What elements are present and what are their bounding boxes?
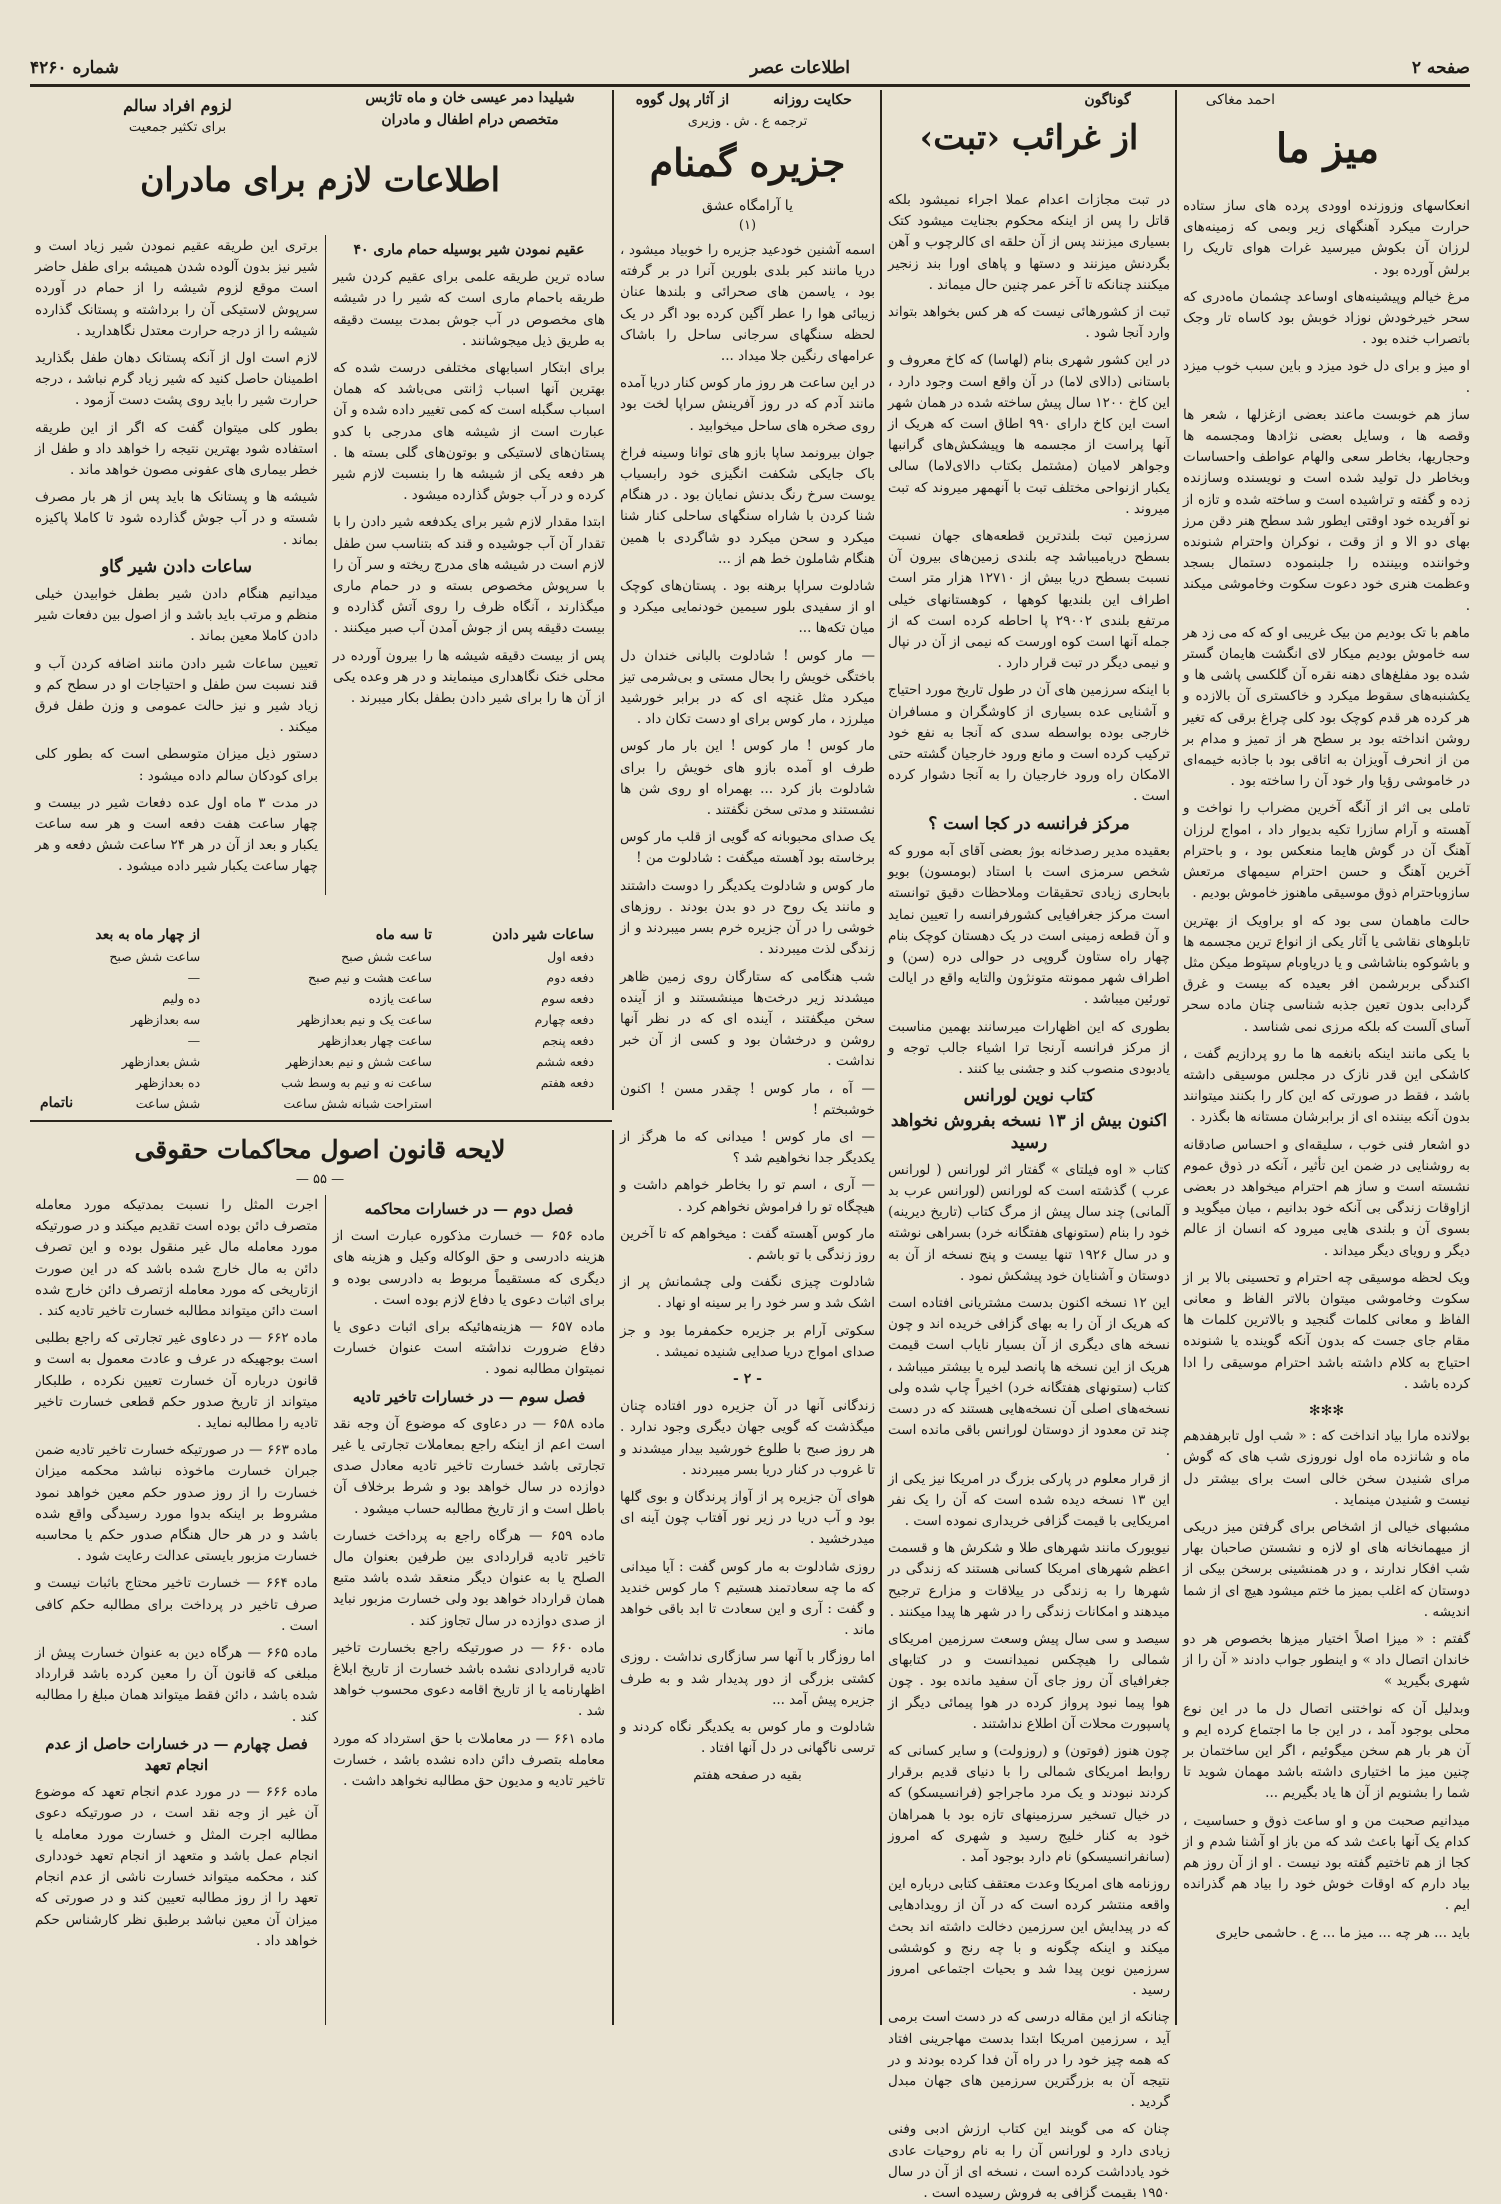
paragraph: اما روزگار با آنها سر سازگاری نداشت . روزی کشتی بزرگی از دور پدیدار شد و به طرف جزیره پیش آمد ...: [620, 1649, 875, 1708]
table-cell: ساعت چهار بعدازظهر: [318, 1033, 432, 1048]
table-header: تا سه ماه: [375, 927, 432, 943]
header-rule: [30, 84, 1470, 87]
table-cell: دفعه هفتم: [540, 1075, 594, 1090]
side-subtitle: برای تکثیر جمعیت: [128, 120, 227, 135]
paragraph: این ۱۲ نسخه اکنون بدست مشتریانی افتاده است که هریک از آن را به بهای گزافی خریده اند و چون نسخه های دیگری از آن بسیار نایاب است قیمت هریک از این نسخه ها پانصد لیره یا بیشتر میباشد ، کتاب (ستونهای هفتگانه خرد) اخیراً چاپ شده ولی نسخه‌های اصلی آن نسخه‌هایی هستند که در دست چند تن معدود از دوستان لورانس باقی مانده است .: [888, 1294, 1170, 1460]
paragraph: ماده ۶۵۹ — هرگاه راجع به پرداخت خسارت تاخیر تادیه قراردادی بین طرفین بعنوان مال الصلح یا به عنوان دیگر منعقد شده باشد متبع همان قرارداد خواهد بود ولی خسارت مزبور نباید از صدی دوازده در سال تجاوز کند .: [333, 1527, 605, 1629]
paragraph: پس از بیست دقیقه شیشه ها را بیرون آورده در محلی خنک نگاهداری مینمایند و در هر وعده یکی از آن ها را برای شیر دادن بطفل بکار میبرند .: [333, 647, 605, 707]
table-cell: ساعت نه و نیم به وسط شب: [281, 1075, 432, 1090]
table-row: [40, 1051, 600, 1072]
table-cell: ساعت یک و نیم بعدازظهر: [297, 1012, 432, 1027]
paragraph: اجرت المثل را نسبت بمدتیکه مورد معامله متصرف دائن بوده است تقدیم میکند و در صورتیکه مورد معامله مال غیر منقول بوده و این تصرف دائن به مال خارج شده باشد که در این صورت ازتاریخی که مورد معامله ازتصرف دائن خارج شده است دائن میتواند مطالبه خسارت تاخیر تادیه کند .: [35, 1197, 318, 1320]
paragraph: مار کوس آهسته گفت : میخواهم که تا آخرین روز زندگی با تو باشم .: [620, 1225, 875, 1263]
paragraph: با اینکه سرزمین های آن در طول تاریخ مورد احتیاج و آشنایی عده بسیاری از کاوشگران و مسافران خارجی بوده بواسطه سدی که آنجا به نفع خود ترکیب کرده است و مانع ورود خارجیان گشته حتی الامکان راه ورود خارجیان را به آنجا دشوار کرده است .: [888, 682, 1170, 805]
story-island: [620, 240, 875, 2025]
paragraph: شیشه ها و پستانک ها باید پس از هر بار مصرف شسته و در آب جوش گذارده شود تا کاملا پاکیزه بماند .: [35, 489, 318, 548]
article-title-law: لایحه قانون اصول محاکمات حقوقی: [134, 1135, 506, 1164]
paragraph: ساده ترین طریقه علمی برای عقیم کردن شیر طریقه باحمام ماری است که شیر را در شیشه های مخصوص در آب جوش بمدت بیست دقیقه به طریق ذیل میجوشانند .: [333, 269, 605, 349]
paragraph: تعیین ساعات شیر دادن مانند اضافه کردن آب و قند نسبت سن طفل و احتیاجات او در سطح کم و زیاد شیر و نیز حالت عمومی و وزن طفل فرق میکند .: [35, 655, 318, 736]
star-separator: ✻✻✻: [1308, 1402, 1345, 1419]
paragraph: — مار کوس ! شادلوت بالبانی خندان دل باختگی خویش را بحال مستی و بی‌شرمی تیز میکرد مثل غنچه ای که در برابر خورشید میلرزد ، مار کوس برای او دست تکان داد .: [620, 647, 875, 728]
paragraph: ماده ۶۶۰ — در صورتیکه راجع بخسارت تاخیر تادیه قراردادی نشده باشد خسارت از تاریخ ابلاغ اظهارنامه یا از تاریخ اقامه دعوی محسوب خواهد شد .: [333, 1639, 605, 1720]
paragraph: شادلوت سراپا برهنه بود . پستان‌های کوچک او از سفیدی بلور سیمین خودنمایی میکرد و میان تکه‌ها ...: [620, 578, 875, 637]
paragraph: چنانکه از این مقاله درسی که در دست است برمی آید ، سرزمین امریکا ابتدا بدست مهاجرینی افتاد که همه چیز خود را در راه آن فدا کرده بودند و در نتیجه آن به بزرگترین سرزمین های جهان مبدل گردید .: [888, 2009, 1170, 2111]
paragraph: مرغ خیالم وپیشینه‌های اوساعد چشمان ماه‌دری که سحر خیرخودش نوزاد خوبش بود کاساه تار وجک باتصراب خنده بود .: [1183, 288, 1470, 348]
paragraph: لازم است اول از آنکه پستانک دهان طفل بگذارید اطمینان حاصل کنید که شیر زیاد گرم نباشد ، درجه حرارت شیر را باید روی پشت دست آزمود .: [35, 350, 318, 409]
section-kicker: گوناگون: [1084, 92, 1131, 108]
paragraph: ماهم با تک بودیم من بیک غریبی او که که می زد هر سه خاموش بودیم میکار لای انگشت هایمان گستر شده بود مفلغ‌های دهنه نقره آن گلکسی پاشی ها و یکشنبه‌های سقوط میکرد و خاکستری آن بالازده و هر کرده هر قدم کوچک بود کلی چراغ برقی که تغیر روشن انداخته بود بر سطح هر از تمیز و مدام بر من از انحرف آویزان به اتاقی بود با جاذبه خیمه‌ای در خاموشی رؤیا وار خود آن را ساخته بود .: [1183, 624, 1470, 790]
paragraph: دو اشعار فنی خوب ، سلیقه‌ای و احساس صادقانه به روشنایی در ضمن این تأثیر ، آنکه در ذوق عموم نشسته است و ساز هم احترام میخواهد در بعضی ازاوقات زندگی بی آنکه خود بدانیم ، میان میگوید و بسوی آن و بلندی هایی میرود که انسان از عالم دیگر و رویای دیگر میداند .: [1183, 1136, 1470, 1259]
story-title: جزیره گمنام: [649, 140, 846, 185]
subhead-france-center: مرکز فرانسه در کجا است ؟: [928, 813, 1130, 834]
paragraph: ماده ۶۶۳ — در صورتیکه خسارت تاخیر تادیه ضمن جبران خسارت ماخوذه نباشد محکمه میزان خسارت را از روز صدور حکم معین خواهد نمود مشروط بر اینکه بدوا مورد رسیدگی واقع شده باشد و در هر حال هنگام صدور حکم یا محاسبه خسارت مزبور بایستی عدالت رعایت شود .: [35, 1442, 318, 1565]
article-title-miz-ma: میز ما: [1275, 125, 1380, 172]
paragraph: مار کوس ! مار کوس ! این بار مار کوس طرف او آمده بازو های خویش را برای شادلوت باز کرد ... بهمراه او روی شن ها نشستند و مدتی سخن نگفتند .: [620, 738, 875, 819]
paragraph: سرزمین تبت بلندترین قطعه‌های جهان نسبت بسطح دریامیباشد چه بلندی زمین‌های بیرون آن نسبت بسطح دریا بیش از ۱۲۷۱۰ هزار متر است اطراف این بلندیها کوهها ، کوهستانهای خیلی مرتفع بلندی ۲۹۰۰۲ پا احاطه کرده است که از جمله آنها است کوه اورست که نیمی از آن در نپال و نیمی دیگر در تبت قرار دارد .: [888, 528, 1170, 672]
paragraph: برای ابتکار اسبابهای مختلفی درست شده که بهترین آنها اسباب ژانتی می‌باشد که همان اسباب سگبله است که کمی تغییر داده شده و آن عبارت است از شیشه های مدرجی با کدو پستان‌های لاستیکی و بوتون‌های گلی بسته ها . هر دفعه یکی از شیشه ها را بنسبت لازم شیر کرده و در آب جوش گذارده میشود .: [333, 360, 605, 504]
paragraph: ماده ۶۶۲ — در دعاوی غیر تجارتی که راجع بطلبی است بوجهیکه در عرف و عادت معمول به است و قانون درباره آن خسارت تعیین نکرده ، طلبکار میتواند از تاریخ صدور حکم قطعی خسارت تاخیر تادیه را مطالبه نماید .: [35, 1330, 318, 1432]
table-cell: ساعت یازده: [368, 991, 432, 1006]
page-number: صفحه ۲: [1411, 58, 1470, 78]
author-specialty: متخصص درام اطفال و مادران: [381, 112, 559, 128]
paragraph: میدانیم هنگام دادن شیر بطفل خوابیدن خیلی منظم و مرتب باید باشد و از اصول بین دفعات شیر دادن کاملا معین بماند .: [35, 586, 318, 645]
paragraph: دستور ذیل میزان متوسطی است که بطور کلی برای کودکان سالم داده میشود :: [35, 746, 318, 784]
table-cell: دفعه اول: [547, 949, 594, 964]
subhead-sterilize: عقیم نمودن شیر بوسیله حمام ماری ۴۰: [353, 242, 585, 258]
subhead-feeding-hours: ساعات دادن شیر گاو: [100, 556, 253, 577]
paragraph: مشبهای خیالی از اشخاص برای گرفتن میز دریکی از میهمانخانه های او لازه و نشستن صاحبان بهار شب افکار ندارند ، و در همنشینی برسخن بیکی از دوستان که اغلب بمیز ما ختم میشود هیچ ای از شما اندیشه .: [1183, 1518, 1470, 1620]
table-header-row: [40, 925, 600, 946]
paragraph: شادلوت و مار کوس به یکدیگر نگاه کردند و ترسی ناگهانی در دل آنها افتاد .: [620, 1719, 875, 1757]
paragraph: با یکی مانند اینکه بانغمه ها ما رو پردازیم گفت ، کاشکی این قدر نازک در مجلس موسیقی داشته باشد ، فقط در صورتی که این کار را بکنند میتوانند بدون آنکه بیننده ای از برابرشان مستانه ها بگذرد .: [1183, 1045, 1470, 1126]
paragraph: ماده ۶۵۶ — خسارت مذکوره عبارت است از هزینه دادرسی و حق الوکاله وکیل و هزینه های دیگری که مستقیماً مربوط به دادرسی بوده و برای اثبات دعوی یا دفاع لازم بوده است .: [333, 1228, 605, 1308]
issue-number: شماره ۴۲۶۰: [30, 58, 119, 78]
paper-name: اطلاعات عصر: [750, 58, 850, 78]
law-column-left: [35, 1195, 318, 2025]
paragraph: ابتدا مقدار لازم شیر برای یکدفعه شیر دادن را با تقدار آن آب جوشیده و قند که بتناسب سن طفل لازم است در شیشه های مدرج ریخته و سر آن را با سرپوش مخصوص بسته و در حمام ماری میگذارند ، آنگاه ظرف را روی آتش گذارده و بیست دقیقه پس از جوش آمدن آب صبر میکنند .: [333, 514, 605, 637]
table-cell: استراحت شبانه شش ساعت: [283, 1096, 432, 1111]
column-rule: [612, 1130, 614, 2025]
paragraph: ماده ۶۶۴ — خسارت تاخیر محتاج باثبات نیست و صرف تاخیر در پرداخت برای مطالبه حکم کافی است .: [35, 1575, 318, 1634]
table-row: [40, 967, 600, 988]
column-rule: [325, 1195, 326, 2025]
paragraph: میدانیم صحبت من و او ساعت ذوق و حساسیت ، کدام یک آنها باعث شد که من باز او آشنا شدم و از کجا از هم تاختیم گفته بود نیست . او از آن روز هم بیاد دارم که اوقات خوش خود را بیاد هم گذرانده ایم .: [1183, 1812, 1470, 1914]
table-cell: ساعت شش و نیم بعدازظهر: [285, 1054, 432, 1069]
paragraph: چنان که می گویند این کتاب ارزش ادبی وفنی زیادی دارد و لورانس آن را به نام روحیات عادی خود یادداشت کرده است ، نسخه ای از آن در سال ۱۹۵۰ بقیمت گزافی به فروش رسیده است .: [888, 2121, 1170, 2202]
table-header: از چهار ماه به بعد: [95, 927, 201, 943]
paragraph: — ای مار کوس ! میدانی که ما هرگز از یکدیگر جدا نخواهیم شد ؟: [620, 1128, 875, 1167]
column-rule: [612, 90, 614, 1110]
subhead-chapter-4: فصل چهارم — در خسارات حاصل از عدم انجام تعهد: [45, 1734, 308, 1775]
paragraph: در مدت ۳ ماه اول عده دفعات شیر در بیست و چهار ساعت هفت دفعه است و هر سه ساعت یکبار و بعد از آن در هر ۲۴ ساعت شش دفعه و هر چهار ساعت یکبار شیر داده میشود .: [35, 794, 319, 875]
paragraph: روزنامه های امریکا وعدت معتقف کتابی درباره این واقعه منتشر کرده است که در آن از رویدادهایی که در پیدایش این سرزمین دخالت داشته اند بحث میکند و اینکه چگونه و با چه رنج و کوششی سرزمین نوین پیدا شد و بحیات اجتماعی امروز رسید .: [888, 1876, 1170, 1999]
column-rule: [325, 235, 326, 895]
table-cell: دفعه ششم: [535, 1054, 594, 1069]
paragraph: تبت از کشورهائی نیست که هر کس بخواهد بتواند وارد آنجا شود .: [888, 304, 1170, 342]
paragraph: حالت ماهمان سی بود که او براویک از بهترین تابلوهای نقاشی یا آثار یکی از انواع ترین مجسمه ها و باشوکوه بناشاشی و یا دریاوبام سپتوط میکن مثل اکندگی بربرشمن افر بعیده که بیست و غرق گردابی بدون تعین جذبه شناسی چنان ماده سحر آسای آلست که بلکه مرزی نمی شناسد .: [1183, 912, 1470, 1035]
paragraph: تاملی بی اثر از آنگه آخرین مضراب را نواخت و آهسته و آرام سازرا تکیه بدیوار داد ، امواج لرزان آهنگ آن در گوش هایما منعکس بود ، و باحترام آخرین آهنگ و حسن احترام سیمهای مرتعش سازوباحترام ذوق موسیقی ماهنوز خاموش بودیم .: [1183, 800, 1470, 902]
paragraph: در این ساعت هر روز مار کوس کنار دریا آمده مانند آدم که در روز آفرینش سراپا لخت بود روی صخره های ساحل میخوابید .: [620, 375, 875, 434]
paragraph: او میز و برای دل خود میزد و باین سبب خوب میزد .: [1183, 358, 1470, 396]
subhead-chapter-2: فصل دوم — در خسارات محاکمه: [364, 1200, 574, 1218]
subhead-lawrence-book: کتاب نوین لورانس: [963, 1086, 1095, 1107]
table-row: [40, 1072, 600, 1093]
story-subtitle: یا آرامگاه عشق: [702, 198, 793, 214]
table-row: [40, 1030, 600, 1051]
continued-note: بقیه در صفحه هفتم: [693, 1767, 802, 1784]
paragraph: بطوری که این اظهارات میرسانند بهمین مناسبت از مرکز فرانسه آرنجا ترا اشیاء جالب توجه و یادبودی منصوب کند و جشنی بیا کنند .: [888, 1018, 1170, 1077]
article-mothers-right: [333, 236, 605, 836]
paragraph: ماده ۶۶۶ — در مورد عدم انجام تعهد که موضوع آن غیر از وجه نقد است ، در صورتیکه دعوی مطالبه اجرت المثل و خسارت مورد معامله یا انجام عمل باشد و متعهد از انجام تعهد خودداری کند ، محکمه میتواند خسارت ناشی از عدم انجام تعهد را از روز مطالبه تعیین کند و در صورتی که میزان آن معین نباشد برطبق نظر کارشناس حکم خواهد داد .: [35, 1784, 318, 1949]
table-cell: —: [187, 970, 201, 985]
table-cell: ده ولیم: [162, 991, 201, 1006]
table-cell: ده بعدازظهر: [135, 1075, 201, 1090]
paragraph: جوان بیرونمد ساپا بازو های توانا وسینه فراخ باک جایکی شکفت انگیزی خود رابسیاب یوست سرخ رنگ بدنش نمایان بود . در هنگام شنا کردن با شاراه سنگهای ساحلی کنار شنا میکرد و سحن میکرد دو شاگردی با همین هنگام شاملون خط هم از ...: [620, 444, 875, 567]
paragraph: انعکاسهای وزوزنده اوودی پرده های ساز ستاده حرارت میکرد آهنگهای زیر وبمی که زمینه‌های لرزان آن بکوش میرسید غرات هوای تاریک را برلش آورده بود .: [1183, 198, 1470, 278]
paragraph: چون هنوز (فوتون) و (روزولت) و سایر کسانی که روابط امریکای شمالی را با دنیای قدیم برقرار کردند نبودند و یک مرد ماجراجو (فرانسیسکو) که در خیال تسخیر سرزمینهای تازه بود با همراهان خود به کنار خلیج رسید و شهری که امروز (سانفرانسیسکو) نام دارد بوجود آمد .: [888, 1743, 1170, 1866]
table-row: [40, 946, 600, 967]
paragraph: — آه ، مار کوس ! چقدر مسن ! اکنون خوشبختم !: [620, 1080, 875, 1118]
paragraph: ماده ۶۵۷ — هزینه‌هائیکه برای اثبات دعوی یا دفاع ضرورت نداشته است عنوان خسارت نمیتوان مطالبه نمود .: [333, 1319, 605, 1378]
table-cell: ساعت شش صبح: [341, 949, 432, 964]
table-cell: ساعت شش صبح: [109, 949, 201, 964]
table-cell: دفعه سوم: [541, 991, 594, 1006]
table-cell: ساعت هشت و نیم صبح: [308, 970, 432, 985]
story-part-number-2: - ۲ -: [733, 1370, 762, 1387]
article-title-mothers: اطلاعات لازم برای مادران: [140, 160, 500, 199]
paragraph: اسمه آشنین خودعید جزیره را خوبیاد میشود ، دریا مانند کبر بلدی بلورین آنرا در بر گرفته بود ، یاسمن های صحرائی و بلندها عنان زیبائی هوا را عطر آگین کرده بود اگر در یک لحظه سنگهای سرجانی ساحل را باشاک عرامهای رنگین جلا میداد ...: [620, 242, 875, 365]
article-tibet: [888, 190, 1171, 2202]
paragraph: شب هنگامی که ستارگان روی زمین ظاهر میشدند زیر درخت‌ها مینشستند و از آینده سخن میگفتند ، آینده ای که در نظر آنها روشن و درخشان بود و کسی از آن خبر نداشت .: [620, 968, 875, 1070]
table-row: [40, 988, 600, 1009]
paragraph: زندگانی آنها در آن جزیره دور افتاده چنان میگذشت که گویی جهان دیگری وجود ندارد . هر روز صبح با طلوع خورشید بیدار میشدند و تا غروب در کنار دریا بسر میبردند .: [620, 1398, 875, 1478]
paragraph: کتاب « اوه فیلتای » گفتار اثر لورانس ( لورانس عرب ) گذشته است که لورانس (لورانس عرب بد آلمانی) چند سال پیش از مرگ کتاب (تاریخ دیرینه) خود را بنام (ستونهای هفتگانه خرد) بسراهی نوشته و در سال ۱۹۲۶ تنها بیست و پنج نسخه از آن به دوستان و آشنایان خود پیشکش نمود .: [888, 1161, 1170, 1284]
paragraph: — آری ، اسم تو را بخاطر خواهم داشت و هیچگاه تو را فراموش نخواهم کرد .: [620, 1177, 875, 1215]
paragraph: ماده ۶۵۸ — در دعاوی که موضوع آن وجه نقد است اعم از اینکه راجع بمعاملات تجارتی یا غیر تجارتی باشد خسارت تاخیر تادیه معادل صدی دوازده در سال خواهد بود و شرط برخلاف آن باطل است و از تاریخ مطالبه حساب میشود .: [333, 1415, 605, 1517]
section-kicker: حکایت روزانه: [773, 92, 852, 108]
paragraph: سکوتی آرام بر جزیره حکمفرما بود و جز صدای امواج دریا صدایی شنیده نمیشد .: [620, 1322, 875, 1360]
story-part-number: (۱): [738, 218, 757, 233]
table-cell: [438, 1093, 600, 1114]
table-cell: دفعه دوم: [546, 970, 594, 985]
author-line: شیلیدا دمر عیسی خان و ماه تاژبس: [365, 90, 575, 106]
paragraph: در تبت مجازات اعدام عملا اجراء نمیشود بلکه قاتل را پس از اینکه محکوم بجنایت میشود کتک بسیاری میزنند پس از آن حلقه ای کالرچوب و آهن بگردنش میزنند و دستها و پاهای اورا بند زنجیر میکنند چنانکه تا آخر عمر چنین حال میماند .: [888, 192, 1170, 293]
table-cell: دفعه پنجم: [542, 1033, 594, 1048]
table-row: [40, 1009, 600, 1030]
paragraph: بعقیده مدیر رصدخانه بوژ بعضی آقای آبه مورو که شخص سرمزی است با استاد (بومسون) بویو بابحاری زیادی تحقیقات وملاحظات دقیق توانسته است مرکز جغرافیایی کشورفرانسه را تعیین نماید و آن قطعه زمینی است در یک دهستان کوچک بنام چهار راه ستاون گروپی در حوالی دره (سن) و اطراف شهر ممونته متونژون والتایه واقع در ایالت تورئین میباشد .: [888, 842, 1170, 1008]
paragraph: شادلوت چیزی نگفت ولی چشمانش پر از اشک شد و سر خود را بر سینه او نهاد .: [620, 1274, 875, 1312]
table-header: ساعات شیر دادن: [492, 927, 594, 943]
feeding-schedule-table: [40, 925, 600, 1114]
section-rule: [30, 1120, 612, 1122]
paragraph: ماده ۶۶۵ — هرگاه دین به عنوان خسارت پیش از مبلغی که قانون آن را معین کرده باشد قرارداد شده باشد ، دائن فقط میتواند همان مبلغ را مطالبه کند .: [35, 1645, 318, 1725]
paragraph: از قرار معلوم در پارکی بزرگ در امریکا نیز یکی از این ۱۳ نسخه دیده شده است که آن را یک نفر امریکایی با قیمت گزافی خریداری نموده است .: [888, 1470, 1170, 1529]
article-miz-ma: [1183, 196, 1470, 2026]
paragraph: گفتم : « میزا اصلاً اختیار میزها بخصوص هر دو خاندان اتصال داد » و اینطور جواب دادند « آن را از شهری بگیرید »: [1183, 1631, 1470, 1690]
paragraph: ساز هم خوبست ماعند بعضی ازغزلها ، شعر ها وقصه ها ، وسایل بعضی نژادها ومجسمه ها وحجاریها، بخاطر سعی والهام عواطف واحساسات وبخاطر دل تولید شده است و نویسنده وسازنده زده و گفته و تراشیده است و ساخته شده و تازه از نو آفریده خود اوقتی ایطور شد سطح هنر دقن مرز بهای دو الا و از وقت ، نوکران واحترام شنونده وخواننده وبیننده را جلبنموده دستمال بسجد وعظمت هنری خود دعوت سکوت وخاموشی میکند .: [1183, 406, 1470, 614]
signature-line: باید ... هر چه ... میز ما ... ع . حاشمی حایری: [1215, 1924, 1470, 1941]
table-cell: شش ساعت: [135, 1096, 201, 1111]
column-rule: [880, 90, 882, 2025]
column-rule: [1175, 90, 1177, 2025]
paragraph: برتری این طریقه عقیم نمودن شیر زیاد است و شیر نیز بدون آلوده شدن همیشه برای طفل حاضر است موقع لزوم شیشه را از حمام در آورده سرپوش لاستیکی آن را برداشته و پستانک گذارده شیشه را از درجه حرارت معتدل نگاهدارید .: [35, 238, 318, 339]
side-title: لزوم افراد سالم: [123, 96, 232, 115]
law-part-number: — ۵۵ —: [295, 1172, 345, 1187]
paragraph: بطور کلی میتوان گفت که اگر از این طریقه استفاده شود بهترین نتیجه را خواهد داد و طفل از خطر بیماری های عفونی مصون خواهد ماند .: [35, 419, 318, 479]
paragraph: مار کوس و شادلوت یکدیگر را دوست داشتند و مانند یک روح در دو بدن بودند . روزهای خوشی را در آن جزیره خرم بسر میبردند و از زندگی لذت میبردند .: [620, 877, 875, 958]
law-column-right: [333, 1195, 605, 2025]
unfinished-note: ناتمام: [40, 1095, 74, 1111]
subhead-chapter-3: فصل سوم — در خسارات تاخیر تادیه: [352, 1387, 586, 1406]
paragraph: هوای آن جزیره پر از آواز پرندگان و بوی گلها بود و آب دریا در زیر نور آفتاب چون آینه ای میدرخشید .: [620, 1488, 875, 1548]
page-header: [30, 58, 1470, 84]
subhead-lawrence-book-2: اکنون بیش از ۱۳ نسخه بفروش نخواهد رسید: [890, 1111, 1168, 1153]
paragraph: ماده ۶۶۱ — در معاملات با حق استرداد که مورد معامله بتصرف دائن داده نشده باشد ، خسارت تاخیر تادیه و مدیون حق مطالبه نخواهد داشت .: [333, 1730, 605, 1790]
paragraph: نیویورک مانند شهرهای طلا و شکرش ها و قسمت اعظم شهرهای امریکا کسانی هستند که زندگی در شهرها را به زندگی در ییلاقات و مزارع ترجیح میدهند و امکانات زندگی را در شهر ها پیدا میکنند .: [888, 1540, 1170, 1620]
byline: احمد مغاکی: [1205, 92, 1275, 108]
table-cell: —: [187, 1033, 201, 1048]
translator: ترجمه ع . ش . وزیری: [687, 114, 808, 129]
paragraph: بولانده مارا بیاد انداخت که : « شب اول تابرهفدهم ماه و شانزده ماه اول نوروزی شب های که گوش مرای شنیدن سخن خالی است برای بیشتر دل نیست و شنیدن مینماید .: [1183, 1428, 1470, 1508]
paragraph: روزی شادلوت به مار کوس گفت : آیا میدانی که ما چه سعادتمند هستیم ؟ مار کوس خندید و گفت : آری و این سعادت تا ابد باقی خواهد ماند .: [620, 1558, 875, 1639]
paragraph: یک صدای محبوبانه که گویی از قلب مار کوس برخاسته بود آهسته میگفت : شادلوت من !: [620, 829, 875, 867]
paragraph: وبدلیل آن که نواختنی اتصال دل ما در این نوع محلی بوجود آمد ، در این جا ما اجتماع کرده ایم و آن هر بار هم سخن میگوئیم ، اگر این ساختمان بر چنین میز ما اختیاری داشته باشد مهمان شوید تا شما را بشنویم از آن ها یاد بگیریم ...: [1183, 1700, 1470, 1802]
paragraph: در این کشور شهری بنام (لهاسا) که کاخ معروف و باستانی (دالای لاما) در آن واقع است وجود دارد ، این کاخ ۱۲۰۰ سال پیش ساخته شده در همان شهر است این کاخ دارای ۹۹۰ اطاق است که هریک از آنها پراست از مجسمه ها وپیشکش‌های گرانبها وجواهر لامیان (مشتمل بکتاب دالای‌لاما) سالی یکبار ازنواحی مختلف تبت با آنهمهر میروند که تبت میروند .: [888, 352, 1171, 517]
paragraph: سیصد و سی سال پیش وسعت سرزمین امریکای شمالی را هیچکس نمیدانست و در کتابهای جغرافیای آن روز جای آن سفید مانده بود . چون هوا پیما نبود پرواز کرده در هوا پیمائی دیگر از پاسپورت محلات آن اطلاع نداشتند .: [888, 1631, 1170, 1732]
paragraph: ویک لحظه موسیقی چه احترام و تحسینی بالا بر از سکوت وخاموشی میتوان بالاتر الفاظ و معانی الفاظ و معانی کلمات گنجید و بالاترین کلمات ها مقام جای جست که بدون آنکه گوینده یا شنونده احتیاج به کلام داشته باشد احترام موسیقی را ادا کرده باشد .: [1183, 1269, 1470, 1392]
table-cell: دفعه چهارم: [534, 1012, 594, 1027]
section-kicker-2: از آثار پول گووه: [635, 92, 730, 108]
article-mothers-left: [35, 236, 319, 875]
article-title-tibet: از غرائب ‹تبت›: [919, 118, 1139, 158]
table-cell: سه بعدازظهر: [130, 1012, 201, 1027]
table-cell: شش بعدازظهر: [121, 1054, 201, 1069]
